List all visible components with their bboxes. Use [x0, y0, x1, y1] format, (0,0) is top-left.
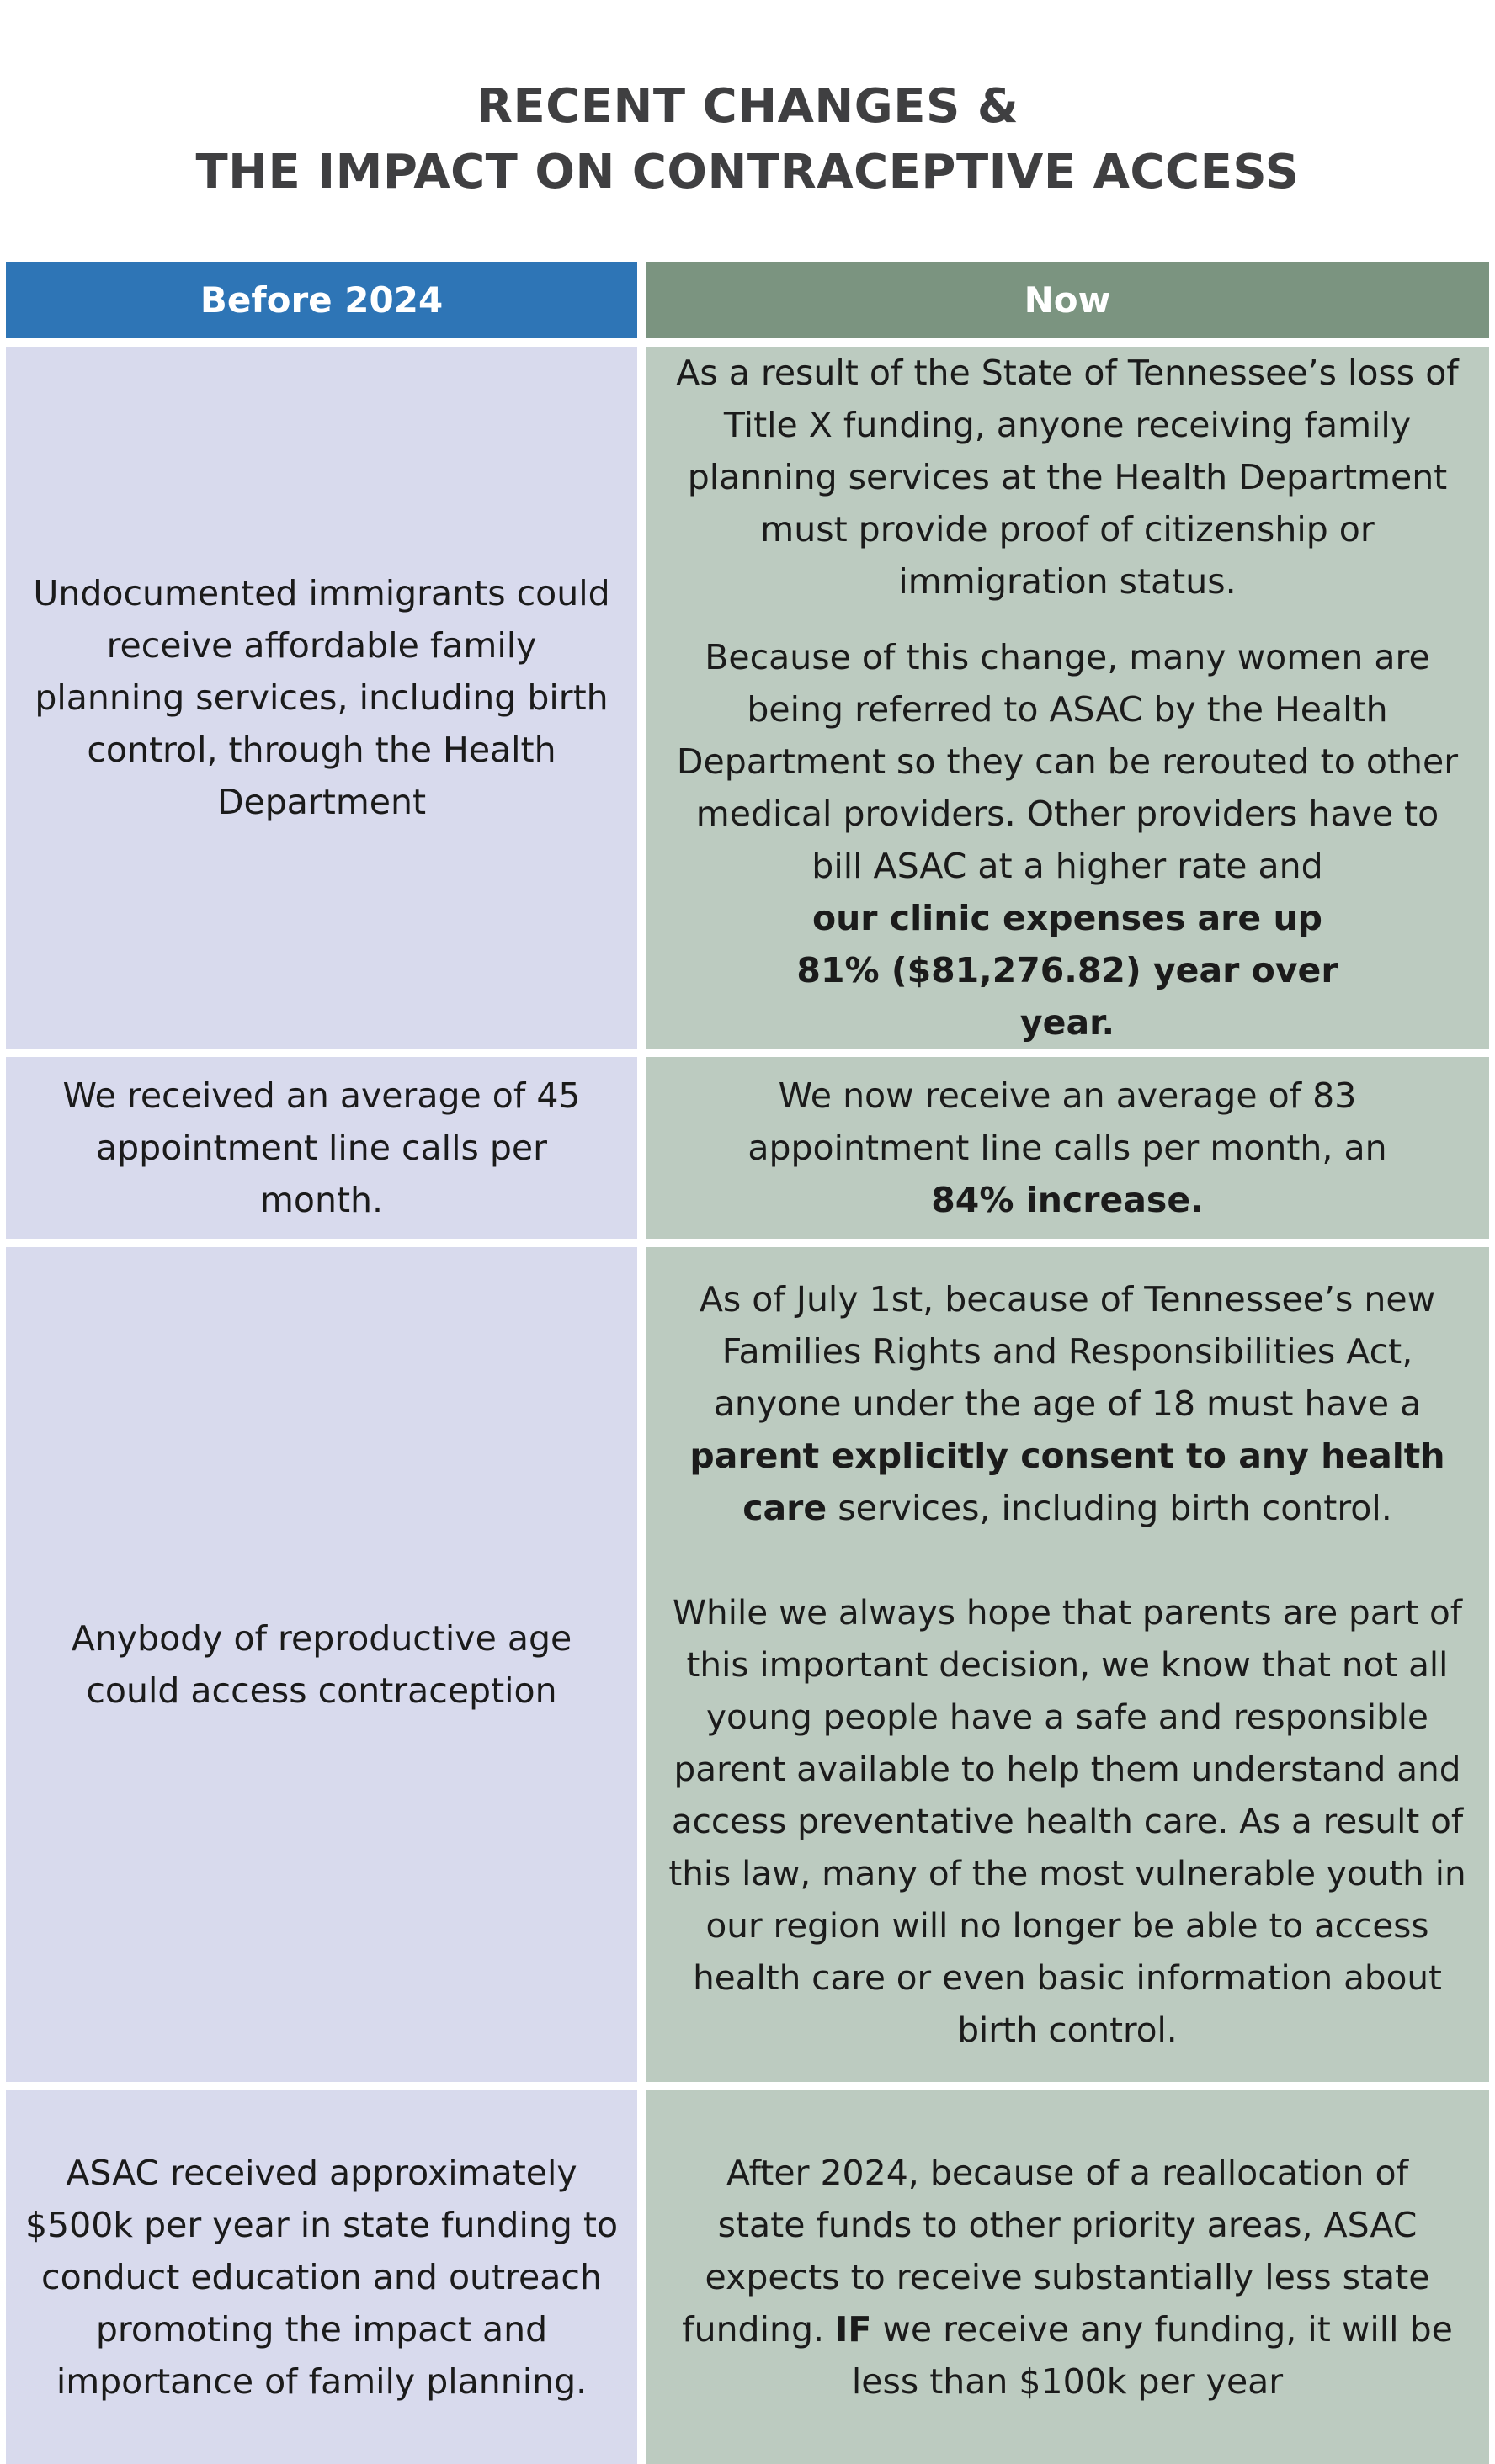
- row-4-now-emphasis: IF: [835, 2309, 872, 2350]
- row-3-before-text: Anybody of reproductive age could access contraception: [71, 1618, 572, 1711]
- row-3-before-cell: [6, 1247, 637, 2082]
- row-2-now-text: We now receive an average of 83 appointment line calls per month,: [748, 1075, 1357, 1168]
- row-3-now-paragraph-1-end: services, including birth control.: [838, 1488, 1392, 1528]
- row-4-now-paragraph: [649, 2147, 1486, 2408]
- row-3-now-cell: [646, 1247, 1489, 2082]
- column-header-before-2024: Before 2024: [6, 262, 637, 338]
- column-header-now: Now: [646, 262, 1489, 338]
- title-line-2: THE IMPACT ON CONTRACEPTIVE ACCESS: [195, 145, 1300, 199]
- row-1-now-paragraph-2-text: Because of this change, many women are being referred to ASAC by the Health Department so they can be rerouted to other medical providers. Other providers have to bill ASAC at a higher rate and: [676, 637, 1459, 886]
- row-1-now-cell: [646, 347, 1489, 1049]
- row-3-now-paragraph-1-text: As of July 1st, because of Tennessee’s new Families Rights and Responsibilities Act, anyone under the age of 18 must have a: [699, 1279, 1436, 1424]
- row-2-before-text: We received an average of 45 appointment line calls per month.: [62, 1075, 581, 1220]
- row-2-now-paragraph: [649, 1070, 1486, 1226]
- row-2-now-emphasis: 84% increase.: [931, 1180, 1204, 1220]
- row-4-now-cell: [646, 2090, 1489, 2464]
- row-2-now-cell: [646, 1057, 1489, 1239]
- row-2-now-prefix: an: [1343, 1128, 1387, 1168]
- row-1-before-text: Undocumented immigrants could receive affordable family planning services, including birth control, through the Health Department: [33, 573, 610, 822]
- row-1-before-cell: [6, 347, 637, 1049]
- row-3-now-paragraph-1: [649, 1273, 1486, 1534]
- title-line-1: RECENT CHANGES &: [476, 79, 1019, 134]
- page-title: [0, 74, 1495, 205]
- row-4-before-cell: [6, 2090, 637, 2464]
- row-1-now-paragraph-2: [649, 631, 1486, 1049]
- row-1-now-emphasis: our clinic expenses are up 81% ($81,276.82) year over year.: [796, 898, 1338, 1043]
- row-4-before-text: ASAC received approximately $500k per year in state funding to conduct education and outreach promoting the impact and importance of family planning.: [24, 2153, 619, 2402]
- row-3-now-emphasis: parent explicitly consent to any health care: [689, 1436, 1445, 1528]
- row-1-now-paragraph-1: As a result of the State of Tennessee’s loss of Title X funding, anyone receiving family planning services at the Health Department must provide proof of citizenship or immigration status.: [676, 353, 1459, 602]
- row-2-before-cell: [6, 1057, 637, 1239]
- row-4-now-text: After 2024, because of a reallocation of state funds to other priority areas, ASAC expects to receive substantially less state funding.: [682, 2153, 1430, 2350]
- row-3-now-paragraph-2: While we always hope that parents are part of this important decision, we know that not all young people have a safe and responsible parent available to help them understand and access preventative health care. As a result of this law, many of the most vulnerable youth in our region will no longer be able to access health care or even basic information about birth control.: [668, 1592, 1466, 2050]
- row-4-now-text-end: we receive any funding, it will be less than $100k per year: [851, 2309, 1453, 2402]
